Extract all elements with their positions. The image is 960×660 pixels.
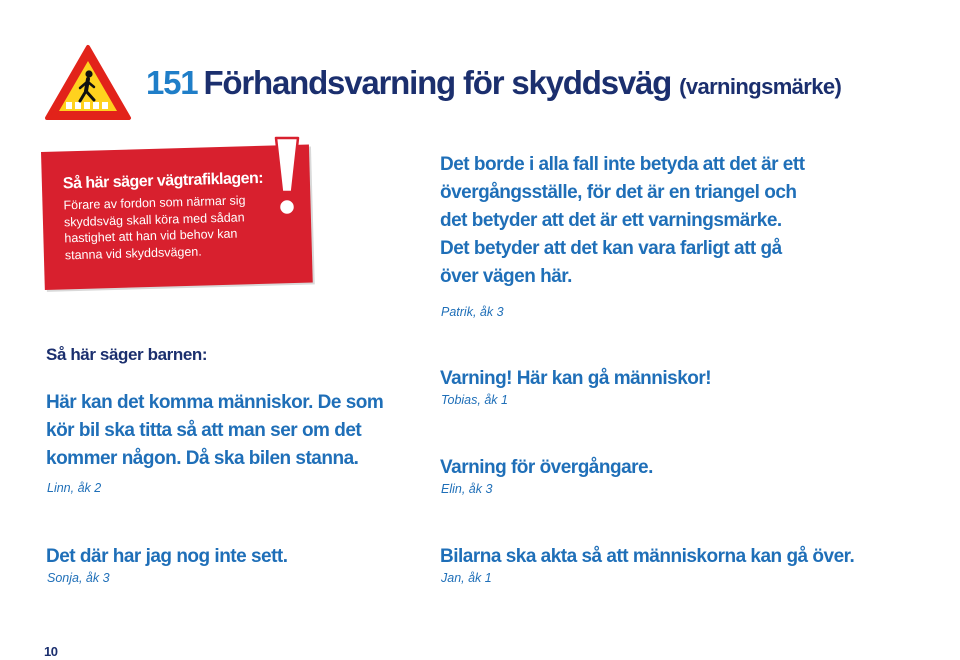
quote-author: Tobias, åk 1 [441,393,508,407]
sign-subtitle: (varningsmärke) [679,74,842,99]
children-heading: Så här säger barnen: [46,345,208,364]
quote-author: Linn, åk 2 [47,481,102,495]
quote-text: Varning för övergångare. [440,457,653,478]
quote-text: Det borde i alla fall inte betyda att det är ett övergångsställe, för det är en triangel och det betyder att det är ett varningsmärke. Det betyder att det kan vara farligt att gå över vägen här. [440,154,805,287]
quote-author: Patrik, åk 3 [441,305,504,319]
quote-author: Sonja, åk 3 [47,571,110,585]
law-heading: Så här säger vägtrafiklagen: [62,169,264,193]
quote-text: Bilarna ska akta så att människorna kan gå över. [440,546,855,567]
pedestrian-crossing-sign-icon [44,44,132,122]
quote-author: Elin, åk 3 [441,482,493,496]
quote-author: Jan, åk 1 [441,571,492,585]
page-title [146,64,841,102]
page-number: 10 [44,644,58,659]
sign-number: 151 [146,64,198,101]
exclamation-icon [270,134,304,220]
sign-title: Förhandsvarning för skyddsväg [203,64,672,101]
quote-text: Varning! Här kan gå människor! [440,368,712,389]
quote-text: Här kan det komma människor. De som kör bil ska titta så att man ser om det kommer någon. Då ska bilen stanna. [46,392,384,469]
quote-text: Det där har jag nog inte sett. [46,546,288,567]
law-text: Förare av fordon som närmar sig skyddsväg skall köra med sådan hastighet att han vid behov kan stanna vid skyddsvägen. [63,193,246,262]
